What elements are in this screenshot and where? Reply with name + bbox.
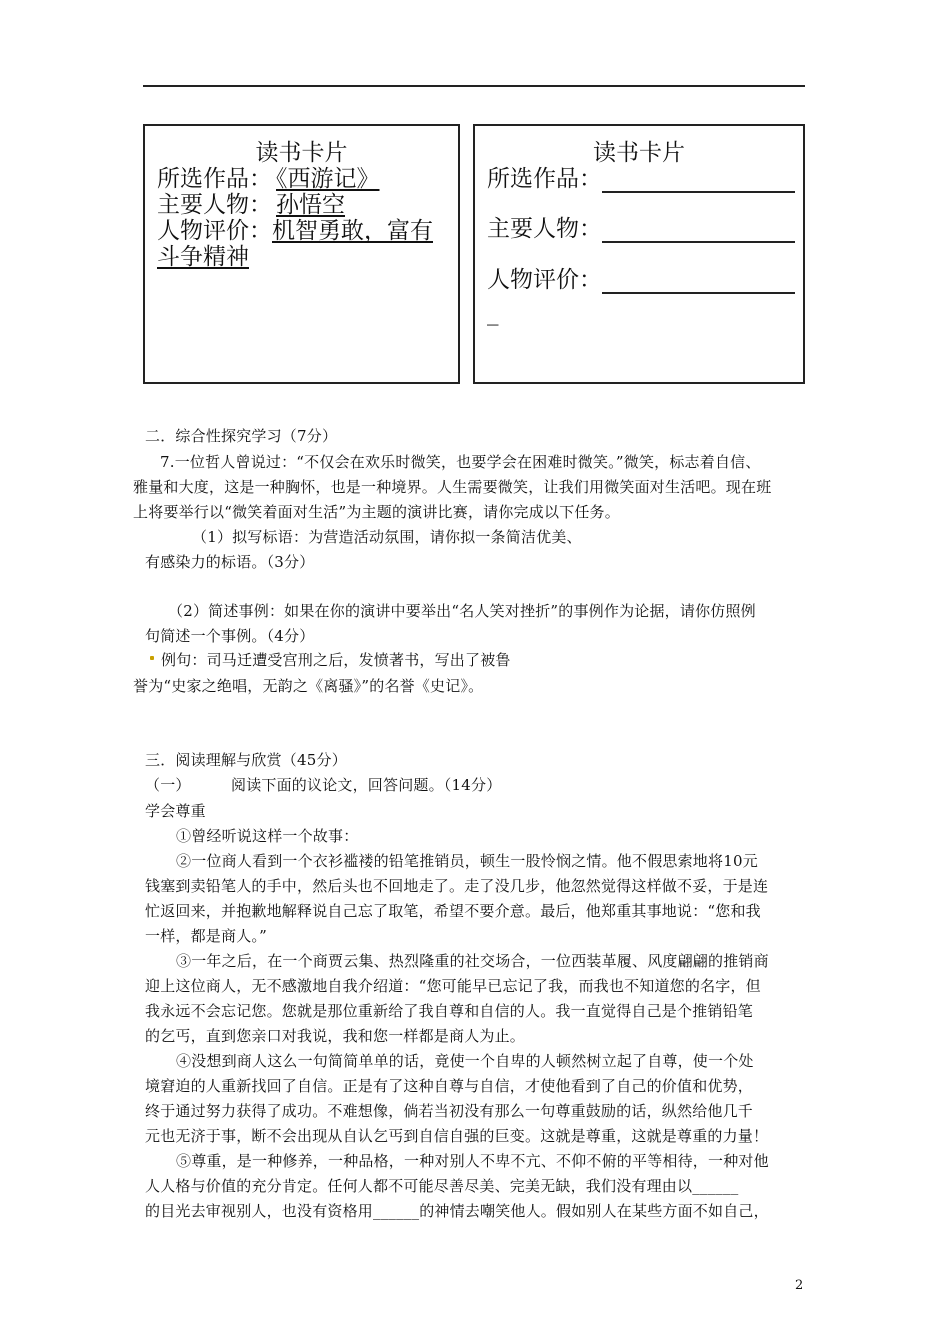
paragraph-4-line4: 元也无济于事，断不会出现从自认乞丐到自信自强的巨变。这就是尊重，这就是尊重的力量！ — [145, 1127, 769, 1145]
sub2-line2: 句简述一个事例。（4分） — [145, 627, 315, 645]
work-value: 《西游记》 — [276, 166, 380, 192]
paragraph-3-line4: 的乞丐，直到您亲口对我说，我和您一样都是商人为止。 — [145, 1027, 526, 1045]
stray-mark — [150, 656, 154, 660]
article-title: 学会尊重 — [145, 802, 206, 820]
page-number: 2 — [795, 1278, 804, 1293]
evaluation-label: 人物评价： — [157, 218, 272, 244]
paragraph-5-line3: 的目光去审视别人，也没有资格用______的神情去嘲笑他人。假如别人在某些方面不如自己， — [145, 1202, 769, 1220]
card-character-row — [157, 192, 345, 219]
evaluation-label: 人物评价： — [487, 267, 602, 293]
paragraph-5-line1: ⑤尊重，是一种修养，一种品格，一种对别人不卑不亢、不仰不俯的平等相待，一种对他 — [176, 1152, 769, 1170]
card-title: 读书卡片 — [255, 140, 348, 166]
card-evaluation-row-2 — [157, 244, 249, 271]
evaluation-blank[interactable] — [602, 272, 795, 294]
part1-instruction: 阅读下面的议论文，回答问题。（14分） — [231, 776, 502, 794]
card-evaluation-row — [487, 267, 795, 294]
q7-line2: 雅量和大度，这是一种胸怀，也是一种境界。人生需要微笑，让我们用微笑面对生活吧。现在班 — [133, 478, 772, 496]
section3-heading: 三．阅读理解与欣赏（45分） — [145, 751, 347, 769]
part1-label: （一） — [145, 776, 191, 794]
work-label: 所选作品： — [487, 166, 602, 192]
paragraph-3-line1: ③一年之后，在一个商贾云集、热烈隆重的社交场合，一位西装革履、风度翩翩的推销商 — [176, 952, 769, 970]
evaluation-value-line2: 斗争精神 — [157, 244, 249, 270]
work-label: 所选作品： — [157, 166, 272, 192]
paragraph-2-line1: ②一位商人看到一个衣衫褴褛的铅笔推销员，顿生一股怜悯之情。他不假思索地将10元 — [176, 852, 758, 870]
example-line2: 誉为“史家之绝唱，无韵之《离骚》”的名誉《史记》。 — [133, 677, 484, 695]
paragraph-3-line3: 我永远不会忘记您。您就是那位重新给了我自尊和自信的人。我一直觉得自己是个推销铅笔 — [145, 1002, 754, 1020]
card-title: 读书卡片 — [593, 140, 685, 166]
paragraph-3-line2: 迎上这位商人，无不感激地自我介绍道：“您可能早已忘记了我，而我也不知道您的名字，但 — [145, 977, 761, 995]
example-line1: 例句：司马迁遭受宫刑之后，发愤著书，写出了被鲁 — [161, 651, 511, 669]
character-label: 主要人物： — [157, 192, 272, 218]
card-character-row — [487, 216, 795, 243]
card-evaluation-row — [157, 218, 433, 245]
card-work-row — [157, 166, 380, 193]
paragraph-2-line3: 忙返回来，并抱歉地解释说自己忘了取笔，希望不要介意。最后，他郑重其事地说：“您和我 — [145, 902, 761, 920]
sub1-line1: （1）拟写标语：为营造活动氛围，请你拟一条简洁优美、 — [192, 528, 582, 546]
reading-card-example — [143, 124, 460, 384]
character-value: 孙悟空 — [276, 192, 345, 218]
character-blank[interactable] — [602, 221, 795, 243]
paragraph-5-line2: 人人格与价值的充分肯定。任何人都不可能尽善尽美、完美无缺，我们没有理由以______ — [145, 1177, 739, 1195]
header-rule — [143, 85, 805, 87]
paragraph-2-line2: 钱塞到卖铅笔人的手中，然后头也不回地走了。走了没几步，他忽然觉得这样做不妥，于是连 — [145, 877, 769, 895]
evaluation-trailing-mark: _ — [487, 300, 499, 326]
work-blank[interactable] — [602, 171, 795, 193]
paragraph-4-line3: 终于通过努力获得了成功。不难想像，倘若当初没有那么一句尊重鼓励的话，纵然给他几千 — [145, 1102, 754, 1120]
q7-line3: 上将要举行以“微笑着面对生活”为主题的演讲比赛，请你完成以下任务。 — [133, 503, 620, 521]
paragraph-2-line4: 一样，都是商人。” — [145, 927, 267, 945]
character-label: 主要人物： — [487, 216, 602, 242]
evaluation-value-line1: 机智勇敢，富有 — [272, 218, 433, 244]
sub2-line1: （2）简述事例：如果在你的演讲中要举出“名人笑对挫折”的事例作为论据，请你仿照例 — [168, 602, 756, 620]
sub1-line2: 有感染力的标语。（3分） — [145, 553, 315, 571]
paragraph-4-line1: ④没想到商人这么一句简简单单的话，竟使一个自卑的人顿然树立起了自尊，使一个处 — [176, 1052, 754, 1070]
paragraph-4-line2: 境窘迫的人重新找回了自信。正是有了这种自尊与自信，才使他看到了自己的价值和优势， — [145, 1077, 754, 1095]
paragraph-1: ①曾经听说这样一个故事： — [176, 827, 359, 845]
card-work-row — [487, 166, 795, 193]
reading-card-blank — [473, 124, 805, 384]
q7-line1: 7.一位哲人曾说过：“不仅会在欢乐时微笑，也要学会在困难时微笑。”微笑，标志着自信、 — [160, 453, 761, 471]
section2-heading: 二．综合性探究学习（7分） — [145, 427, 338, 445]
